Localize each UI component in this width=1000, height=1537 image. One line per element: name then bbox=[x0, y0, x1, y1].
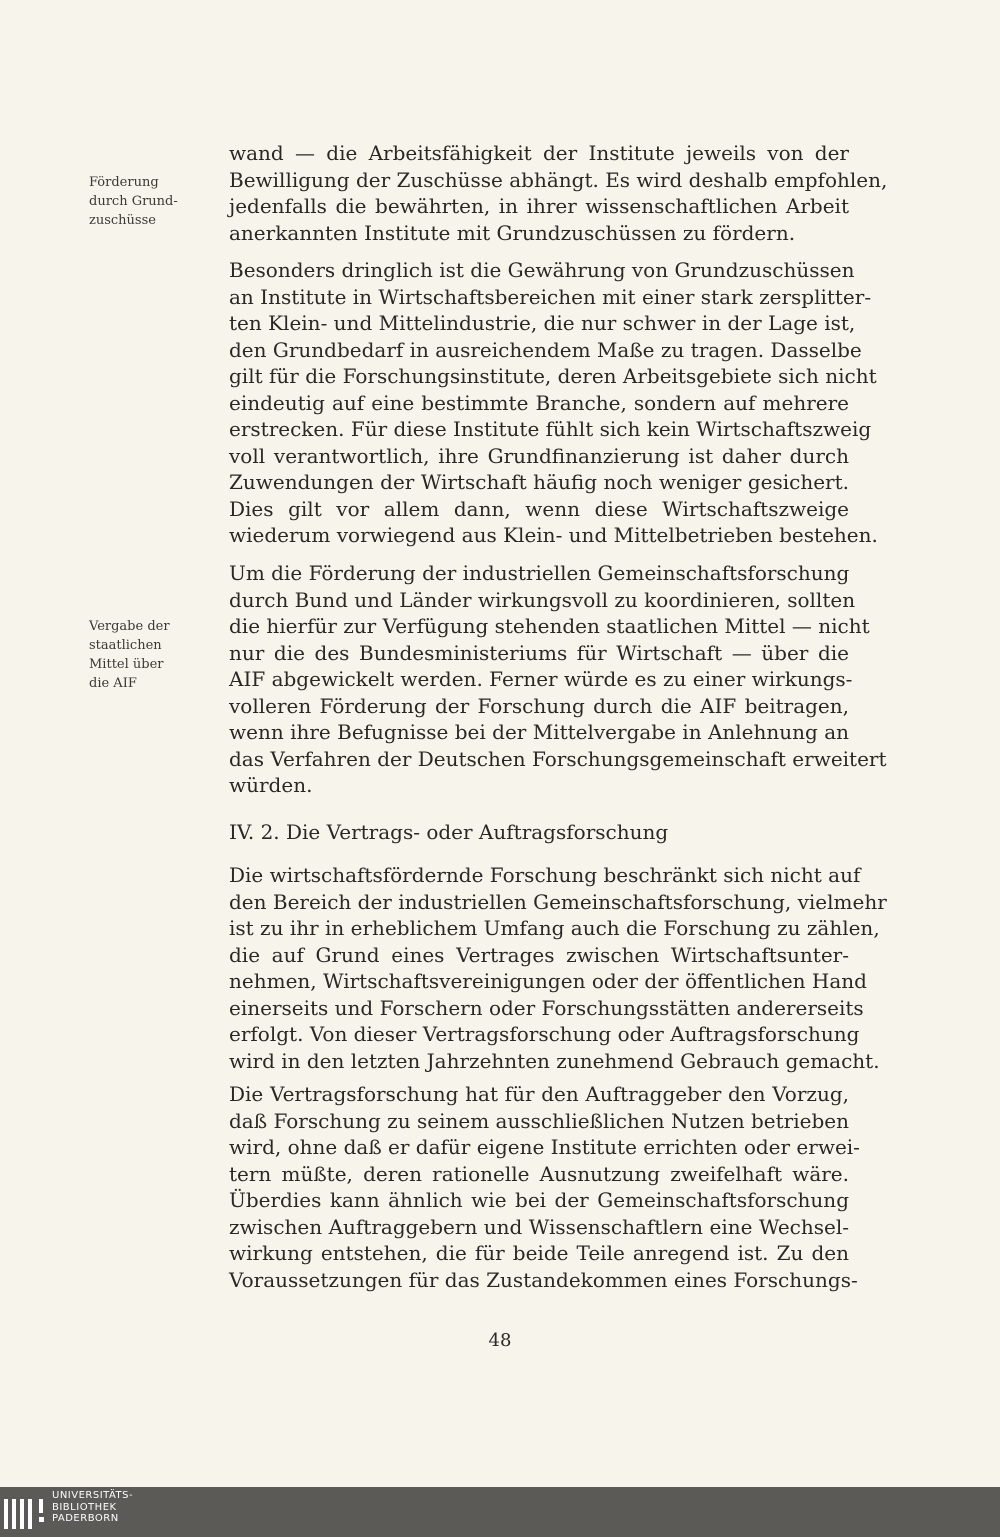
text-line: gilt für die Forschungsinstitute, deren Arbeitsgebiete sich nicht bbox=[229, 364, 877, 388]
text-line: wand — die Arbeitsfähigkeit der Institute jeweils von der bbox=[229, 141, 849, 165]
margin-note-line: Vergabe der bbox=[89, 619, 170, 634]
margin-note-line: durch Grund- bbox=[89, 194, 178, 209]
logo-dot-icon bbox=[39, 1517, 44, 1522]
text-line: erstrecken. Für diese Institute fühlt sich kein Wirtschaftszweig bbox=[229, 417, 872, 441]
text-line: nehmen, Wirtschaftsvereinigungen oder der öffentlichen Hand bbox=[229, 969, 867, 993]
barcode-bar bbox=[28, 1499, 32, 1529]
text-line: Die wirtschaftsfördernde Forschung beschränkt sich nicht auf bbox=[229, 863, 861, 887]
text-line: anerkannten Institute mit Grundzuschüssen zu fördern. bbox=[229, 220, 796, 245]
text-line: einerseits und Forschern oder Forschungsstätten andererseits bbox=[229, 995, 864, 1020]
text-line: Zuwendungen der Wirtschaft häufig noch weniger gesichert. bbox=[229, 470, 849, 494]
margin-note-line: die AIF bbox=[89, 676, 137, 691]
text-line: den Grundbedarf in ausreichendem Maße zu tragen. Dasselbe bbox=[229, 337, 862, 362]
text-line: wiederum vorwiegend aus Klein- und Mittelbetrieben bestehen. bbox=[229, 523, 878, 547]
library-logo bbox=[52, 1490, 133, 1525]
text-line: erfolgt. Von dieser Vertragsforschung oder Auftragsforschung bbox=[229, 1022, 860, 1046]
paragraph-1 bbox=[229, 140, 888, 246]
library-logo-line: BIBLIOTHEK bbox=[52, 1501, 117, 1513]
margin-note-line: Förderung bbox=[89, 175, 159, 190]
text-line: jedenfalls die bewährten, in ihrer wissenschaftlichen Arbeit bbox=[229, 194, 849, 218]
text-line: nur die des Bundesministeriums für Wirtschaft — über die bbox=[229, 640, 849, 665]
text-line: Besonders dringlich ist die Gewährung von Grundzuschüssen bbox=[229, 258, 855, 282]
margin-note-line: staatlichen bbox=[89, 638, 162, 653]
page-number: 48 bbox=[488, 1330, 512, 1351]
text-line: den Bereich der industriellen Gemeinschaftsforschung, vielmehr bbox=[229, 889, 887, 914]
text-line: wird, ohne daß er dafür eigene Institute errichten oder erwei- bbox=[229, 1135, 860, 1159]
section-heading bbox=[229, 819, 849, 846]
barcode-bar bbox=[39, 1499, 43, 1513]
text-line: Die Vertragsforschung hat für den Auftraggeber den Vorzug, bbox=[229, 1082, 849, 1106]
paragraph-3 bbox=[229, 560, 887, 799]
barcode-bar bbox=[4, 1499, 8, 1529]
text-line: die auf Grund eines Vertrages zwischen Wirtschaftsunter- bbox=[229, 942, 849, 967]
library-logo-line: PADERBORN bbox=[52, 1513, 119, 1524]
text-line: durch Bund und Länder wirkungsvoll zu koordinieren, sollten bbox=[229, 587, 856, 612]
library-footer bbox=[0, 1487, 1000, 1537]
text-line: das Verfahren der Deutschen Forschungsgemeinschaft erweitert bbox=[229, 746, 887, 771]
text-line: ist zu ihr in erheblichem Umfang auch die Forschung zu zählen, bbox=[229, 916, 880, 940]
text-line: Bewilligung der Zuschüsse abhängt. Es wird deshalb empfohlen, bbox=[229, 167, 888, 192]
text-line: daß Forschung zu seinem ausschließlichen Nutzen betrieben bbox=[229, 1108, 849, 1133]
text-line: AIF abgewickelt werden. Ferner würde es zu einer wirkungs- bbox=[229, 667, 853, 691]
text-line: wenn ihre Befugnisse bei der Mittelvergabe in Anlehnung an bbox=[229, 720, 849, 744]
paragraph-5 bbox=[229, 1081, 860, 1293]
text-line: wird in den letzten Jahrzehnten zunehmend Gebrauch gemacht. bbox=[229, 1048, 880, 1073]
text-line: Um die Förderung der industriellen Gemeinschaftsforschung bbox=[229, 561, 850, 585]
text-line: an Institute in Wirtschaftsbereichen mit einer stark zersplitter- bbox=[229, 284, 872, 309]
text-line: tern müßte, deren rationelle Ausnutzung zweifelhaft wäre. bbox=[229, 1161, 849, 1186]
text-line: Überdies kann ähnlich wie bei der Gemeinschaftsforschung bbox=[229, 1188, 849, 1212]
margin-note-vergabe bbox=[89, 617, 199, 693]
paragraph-2 bbox=[229, 257, 878, 549]
margin-note-line: Mittel über bbox=[89, 657, 164, 672]
text-line: voll verantwortlich, ihre Grundfinanzierung ist daher durch bbox=[229, 443, 849, 468]
paragraph-4 bbox=[229, 862, 887, 1074]
text-line: ten Klein- und Mittelindustrie, die nur schwer in der Lage ist, bbox=[229, 311, 856, 335]
section-heading-text: IV. 2. Die Vertrags- oder Auftragsforschung bbox=[229, 820, 669, 844]
text-line: zwischen Auftraggebern und Wissenschaftlern eine Wechsel- bbox=[229, 1214, 849, 1239]
barcode-bar bbox=[12, 1499, 16, 1529]
text-line: Voraussetzungen für das Zustandekommen eines Forschungs- bbox=[229, 1267, 858, 1292]
text-line: die hierfür zur Verfügung stehenden staatlichen Mittel — nicht bbox=[229, 614, 870, 638]
text-line: volleren Förderung der Forschung durch die AIF beitragen, bbox=[229, 693, 849, 718]
library-logo-line: UNIVERSITÄTS- bbox=[52, 1490, 134, 1501]
text-line: eindeutig auf eine bestimmte Branche, sondern auf mehrere bbox=[229, 390, 849, 415]
margin-note-line: zuschüsse bbox=[89, 213, 156, 228]
text-line: würden. bbox=[229, 773, 313, 797]
text-line: wirkung entstehen, die für beide Teile anregend ist. Zu den bbox=[229, 1241, 849, 1265]
text-line: Dies gilt vor allem dann, wenn diese Wirtschaftszweige bbox=[229, 496, 849, 521]
margin-note-grundzuschuesse bbox=[89, 173, 199, 230]
barcode-bar bbox=[20, 1499, 24, 1529]
